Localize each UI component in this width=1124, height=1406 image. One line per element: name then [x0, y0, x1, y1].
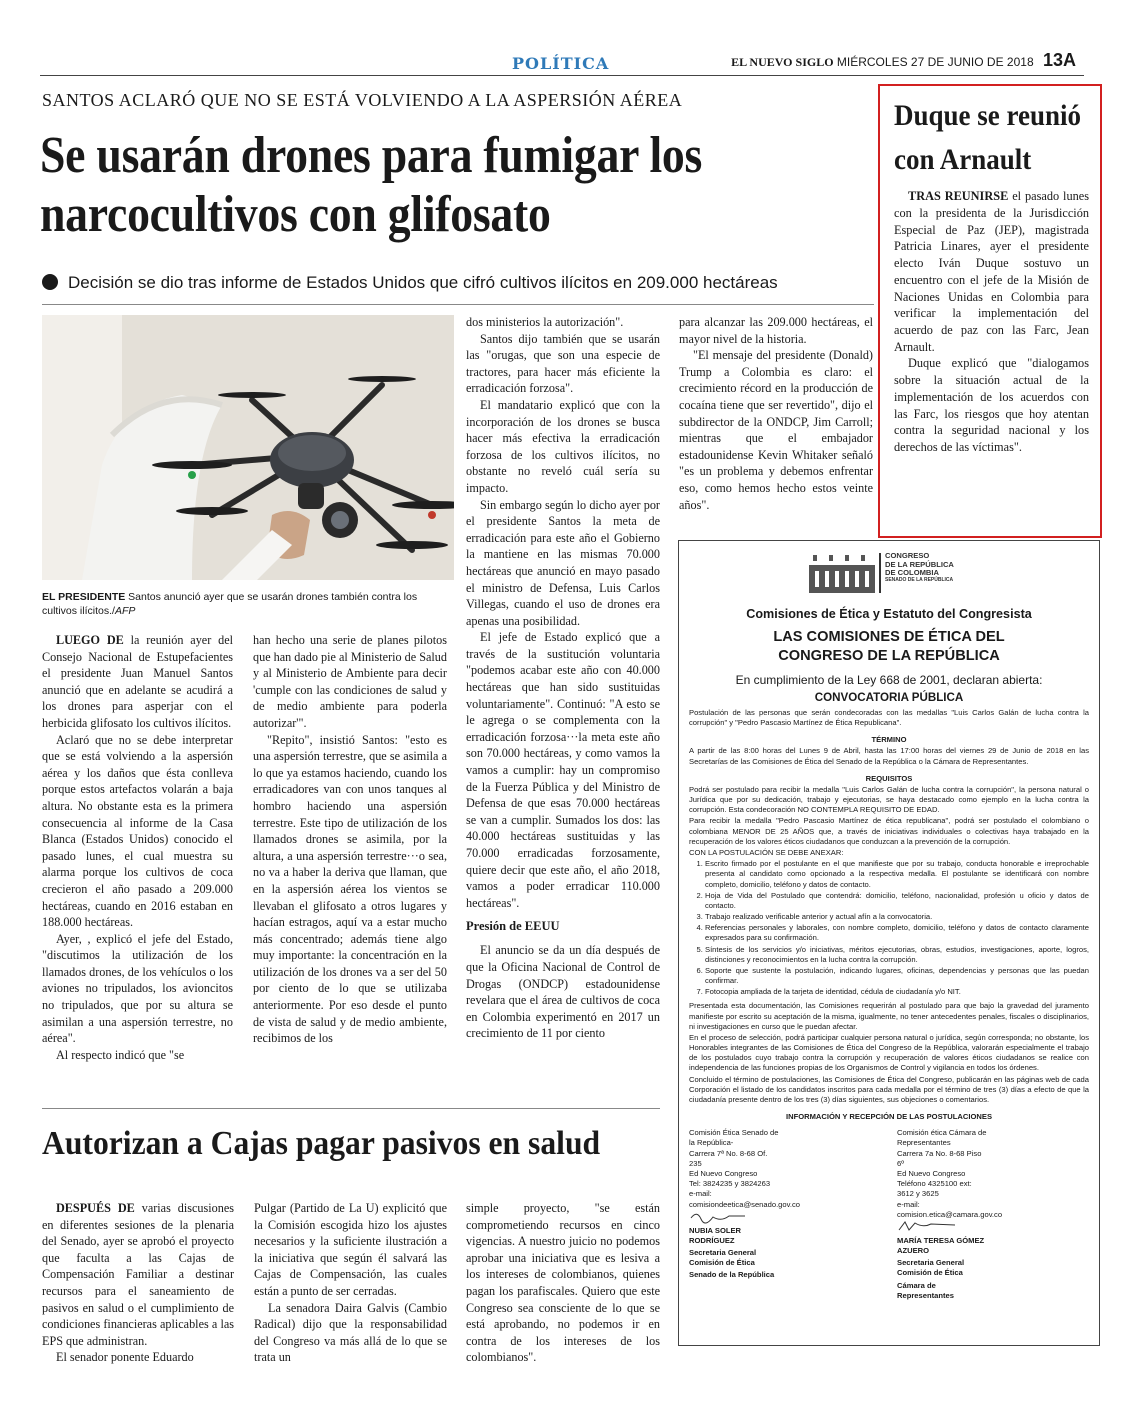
signatory-org: Cámara de Representantes: [897, 1280, 954, 1300]
caption-credit: AFP: [114, 605, 136, 618]
paragraph: Pulgar (Partido de La U) explicitó que la Comisión escogida hizo los ajustes necesarios y la suficiente ilustración a la iniciativa que según él salvará las Cajas de Compensación, las cuales están a punto de ser cerradas.: [254, 1201, 447, 1298]
drone-illustration: [42, 315, 454, 580]
contact-line: e-mail: comisiondeetica@senado.gov.co: [689, 1189, 800, 1209]
ad-section-heading: INFORMACIÓN Y RECEPCIÓN DE LAS POSTULACIONES: [785, 1112, 993, 1122]
paragraph: Sin embargo según lo dicho ayer por el presidente Santos la meta de erradicación para este año el Gobierno la mantiene en las mismas 70.000 hectáreas que anunció en mayo pasado el ministro de Defensa, Luis Carlos Villegas, cuando el uso de drones era apenas una posibilidad.: [466, 497, 660, 628]
paragraph: Aclaró que no se debe interpretar que se está volviendo a la aspersión aérea y los daños que ésta conlleva porque estos artefactos volarán a baja altura. No obstante esta es la primera consecuencia al informe de la Casa Blanca (Estados Unidos) conocido el pasado lunes, el cual muestra su alarma porque los cultivos de coca crecieron el año pasado a 209.000 hectáreas, cuando en 2016 estaban en 188.000 hectáreas.: [42, 732, 233, 930]
ad-subtitle: En cumplimiento de la Ley 668 de 2001, declaran abierta:: [735, 672, 1043, 687]
ad-section-heading: TÉRMINO: [871, 735, 907, 745]
main-col-3: [466, 314, 660, 1042]
newspaper-name: EL NUEVO SIGLO: [731, 55, 834, 69]
congress-ad: [678, 540, 1100, 1346]
drone-photo: [42, 315, 454, 580]
paragraph: La senadora Daira Galvis (Cambio Radical) dijo que la responsabilidad del Congreso va más allá de lo que se trata un: [254, 1300, 447, 1365]
photo-caption: [42, 590, 454, 618]
paragraph: para alcanzar las 209.000 hectáreas, el mayor nivel de la historia.: [679, 315, 873, 346]
story-divider: [42, 1108, 660, 1109]
ad-intro: Postulación de las personas que serán condecoradas con las medallas "Luis Carlos Galán de lucha contra la corrupción" y "Pedro Pascasio Martínez de Ética Republicana".: [689, 707, 1089, 728]
paragraph-text: el pasado lunes con la presidenta de la Jurisdicción Especial de Paz (JEP), magistrada Patricia Linares, ayer el presidente electo Iván Duque sostuvo un encuentro con el jefe de la Misión de Naciones Unidas en Colombia para verificar la implementación del acuerdo de paz con las Farc, Jean Arnault.: [894, 189, 1090, 354]
main-col-1: [42, 632, 233, 1063]
ad-convocatoria: CONVOCATORIA PÚBLICA: [814, 690, 964, 704]
contact-line: Teléfono 4325100 ext: 3612 y 3625: [897, 1179, 972, 1199]
ad-title: Comisiones de Ética y Estatuto del Congresista: [746, 607, 1032, 621]
paragraph: [42, 1200, 234, 1349]
paragraph: [894, 188, 1089, 355]
contact-line: Carrera 7ª No. 8-68 Of. 235: [689, 1148, 768, 1168]
paragraph: [42, 632, 233, 732]
logo-text: [885, 552, 954, 583]
bullet-icon: [42, 274, 58, 290]
paragraph: simple proyecto, "se están comprometiendo recursos en cinco vigencias. A nuestro juicio no podemos aprobar una iniciativa que es lesiva a los intereses de colombianos, quienes pagan los parafiscales. Quiero que este Congreso sea consciente de lo que se está aprobando, no podemos ir en contra de los intereses de los colombianos".: [466, 1201, 660, 1365]
paragraph: dos ministerios la autorización".: [466, 315, 624, 329]
paragraph: Santos dijo también que se usarán las "orugas, que son una especie de tractores, para hacer más eficiente la erradicación forzosa".: [466, 331, 660, 396]
main-headline: Se usarán drones para fumigar los narcocultivos con glifosato: [40, 127, 703, 244]
contact-line: Tel: 3824235 y 3824263: [689, 1179, 771, 1189]
list-item: 1. Escrito firmado por el postulante en el que manifieste que por su trabajo, conducta honorable e irreprochable presenta al candidato como opcionado a la respectiva medalla. El postulante se identificará con nombre completo, domicilio, teléfono y datos de contacto.: [705, 859, 1089, 890]
logo-line: SENADO DE LA REPÚBLICA: [885, 576, 954, 583]
sidebar-headline: Duque se reunió con Arnault: [894, 99, 1082, 177]
ad-paragraph: A partir de las 8:00 horas del Lunes 9 de Abril, hasta las 17:00 horas del viernes 29 de Junio de 2018 en las Secretarías de las Comisiones de Ética del Senado de la República o la Cámara de Representantes.: [689, 746, 1089, 766]
second-headline: Autorizan a Cajas pagar pasivos en salud: [42, 1125, 601, 1162]
senado-contact: [689, 1128, 881, 1301]
lead-word: DESPUÉS DE: [56, 1201, 135, 1215]
issue-date: MIÉRCOLES 27 DE JUNIO DE 2018: [836, 55, 1034, 69]
lead-word: TRAS REUNIRSE: [908, 189, 1009, 204]
sidebar-text: [894, 188, 1089, 456]
ad-section-heading: REQUISITOS: [865, 773, 913, 783]
list-item: 4. Referencias personales y laborales, con nombre completo, domicilio, teléfono y datos de contacto claramente expresados para su confirmación.: [705, 923, 1089, 943]
signatory-org: Senado de la República: [689, 1270, 775, 1280]
contact-line: Comisión ética Cámara de Representantes: [897, 1128, 987, 1148]
signatory-title: Secretaria General Comisión de Ética: [689, 1248, 757, 1268]
contact-line: Ed Nuevo Congreso: [689, 1168, 758, 1178]
logo-line: DE COLOMBIA: [885, 568, 939, 577]
paragraph: "El mensaje del presidente (Donald) Trump a Colombia es claro: el crecimiento récord en la producción de cocaína tiene que ser revertido", dijo el subdirector de la ONDCP, Jim Carroll; mientras que el embajador estadounidense Kevin Whitaker señaló "es un problema y debemos enfrentar eso, como hemos hecho estos veinte años".: [679, 348, 873, 512]
main-col-4: [679, 314, 873, 513]
contact-line: e-mail: comision.etica@camara.gov.co: [897, 1199, 1003, 1219]
list-item: 6. Soporte que sustente la postulación, indicando lugares, oficinas, dependencias y personas que las puedan confirmar.: [705, 966, 1089, 986]
second-col-1: [42, 1200, 234, 1366]
ad-paragraph: Concluido el término de postulaciones, las Comisiones de Ética del Congreso, publicarán en las páginas web de cada Corporación el listado de los candidatos inscritos para cada medalla por el término de tres (3) días a efecto de que la ciudadanía presente dentro de los tres (3) días siguientes, sus objeciones o comentarios.: [689, 1074, 1089, 1104]
page-number: 13A: [1042, 50, 1076, 70]
contact-line: Ed Nuevo Congreso: [897, 1168, 966, 1178]
list-item: 2. Hoja de Vida del Postulado que contendrá: domicilio, teléfono, nacionalidad, profesión u oficio y datos de contacto.: [705, 891, 1089, 911]
signatory-title: Secretaria General Comisión de Ética: [897, 1258, 965, 1278]
paragraph: El anuncio se da un día después de que la Oficina Nacional de Control de Drogas (ONDCP) estadounidense revelara que el área de cultivos de coca en Colombia experimentó en 2017 un crecimiento de 11 por ciento: [466, 943, 660, 1041]
signature-mark: [897, 1220, 957, 1234]
ad-paragraph: Podrá ser postulado para recibir la medalla "Luis Carlos Galán de lucha contra la corrupción", la persona natural o Jurídica que por su dedicación, trabajo y ejecutorias, se haya destacado como ejemplo en la lucha contra la corrupción. Esta condecoración NO CONTEMPLA REQUISITO DE EDAD.: [689, 784, 1089, 815]
deck-rule: [42, 304, 874, 305]
signatory-name: MARÍA TERESA GÓMEZ AZUERO: [897, 1235, 985, 1256]
section-label: POLÍTICA: [512, 54, 610, 73]
ad-anexar: CON LA POSTULACIÓN SE DEBE ANEXAR:: [689, 848, 844, 857]
ad-main-title: LAS COMISIONES DE ÉTICA DEL CONGRESO DE LA REPÚBLICA: [773, 629, 1005, 664]
list-item: 3. Trabajo realizado verificable anterior y actual afín a la convocatoria.: [705, 912, 1089, 922]
list-item: 7. Fotocopia ampliada de la tarjeta de identidad, cédula de ciudadanía y/o NIT.: [705, 987, 1089, 997]
paragraph: Duque explicó que "dialogamos sobre la situación actual de la implementación de los acuerdos con las Farc, los riesgos que hoy atentan contra la seguridad nacional y los derechos de las víctimas".: [894, 356, 1089, 454]
list-item: 5. Síntesis de los servicios y/o iniciativas, méritos ejecutorias, obras, estudios, investigaciones, aporte, logros, distinciones y reconocimientos en la lucha contra la corrupción.: [705, 945, 1089, 965]
signatory-name: NUBIA SOLER RODRÍGUEZ: [689, 1225, 742, 1245]
deck-text: Decisión se dio tras informe de Estados Unidos que cifró cultivos ilícitos en 209.000 hectáreas: [68, 273, 778, 292]
lead-word: LUEGO DE: [56, 633, 124, 647]
ad-requirements-list: [705, 859, 1089, 997]
contact-line: Comisión Ética Senado de la República-: [689, 1128, 779, 1148]
signature-mark: [689, 1210, 749, 1224]
camara-contact: [897, 1128, 1089, 1301]
sidebar-box: [878, 84, 1102, 538]
deck: [42, 273, 877, 293]
paragraph: El mandatario explicó que con la incorporación de los drones se busca hacer más efectiva la erradicación forzosa de los cultivos ilícitos, no obstante no reveló cuál sería su impacto.: [466, 397, 660, 495]
caption-lead: EL PRESIDENTE: [42, 591, 126, 603]
second-col-2: [254, 1200, 447, 1366]
main-col-2: [253, 632, 447, 1047]
congress-logo: [809, 551, 974, 595]
ad-paragraph: En el proceso de selección, podrá participar cualquier persona natural o jurídica, según corresponda; no obstante, los Honorables integrantes de las Comisiones de Ética del Congreso de la República, valorarán especialmente el trabajo de los postulados cuyo trabajo contra la corrupción y recuperación de valores éticos ciudadanos se realice con independencia de las funciones propias de los Organismos de Control y vigilancia en todos los órdenes.: [689, 1032, 1089, 1073]
paragraph: El jefe de Estado explicó que a través de la sustitución voluntaria "podemos acabar este año con 40.000 hectáreas que han sido sustituidas voluntariamente". Continuó: "A esto se le agrega o se complementa con la erradicación forzosa···la meta este año son 70.000 hectáreas, y como vamos la vamos a cumplir: hay un compromiso de la Fuerza Pública y del Ministro de Defensa de que esas 70.000 hectáreas se van a cumplir. Sumados los dos: las 40.000 hectáreas sustituidas y las 70.000 erradicadas forzosamente, quiere decir que este año, el año 2018, vamos a poder erradicar 110.000 hectáreas".: [466, 630, 660, 910]
paragraph: Ayer, , explicó el jefe del Estado, "discutimos la utilización de los llamados drones, de los vehículos o los aviones no tripulados, los avioncitos no tripulados, que por su altura se asimilan a una aspersión terrestre, no aérea".: [42, 931, 233, 1046]
kicker: SANTOS ACLARÓ QUE NO SE ESTÁ VOLVIENDO A LA ASPERSIÓN AÉREA: [42, 90, 683, 110]
ad-paragraph: Presentada esta documentación, las Comisiones requerirán al postulado para que bajo la gravedad del juramento manifieste por escrito su aceptación de la misma, igualmente, no tener antecedentes penales, fiscales o disciplinarios, ni investigaciones en curso que le puedan afectar.: [689, 1001, 1089, 1031]
second-col-3: [466, 1200, 660, 1366]
logo-line: CONGRESO: [885, 551, 930, 560]
paragraph: Al respecto indicó que "se: [56, 1047, 185, 1062]
paragraph: han hecho una serie de planes pilotos que han dado pie al Ministerio de Salud y al Ministerio de Ambiente para decir 'cumple con las condiciones de salud y de medio ambiente para poderla autorizar'".: [253, 633, 447, 730]
paragraph-text: la reunión ayer del Consejo Nacional de Estupefacientes el presidente Juan Manuel Santos anunció que en adelante se acudirá a los drones para asperjar con el herbicida glifosato los cultivos ilícitos.: [42, 633, 233, 730]
subheading: Presión de EEUU: [466, 919, 560, 934]
ad-contacts: [689, 1128, 1089, 1301]
ad-paragraph: Para recibir la medalla "Pedro Pascasio Martínez de ética republicana", podrá ser postulado el colombiano o colombiana MENOR DE 25 AÑOS que, a través de iniciativas individuales o colectivas haya trabajado en la recuperación de los valores éticos ciudadanos que conduzcan a la prevención de la corrupción.: [689, 816, 1089, 846]
contact-line: Carrera 7a No. 8-68 Piso 6º: [897, 1148, 982, 1168]
paragraph-text: varias discusiones en diferentes sesiones de la plenaria del Senado, ayer se aprobó el proyecto que faculta a las Cajas de Compensación Familiar a destinar recursos para el saneamiento de pasivos en salud o el cumplimiento de condiciones financieras aplicables a las EPS que administran.: [42, 1201, 234, 1348]
header-rule: [40, 75, 1084, 76]
page-header: [731, 50, 1076, 71]
logo-line: DE LA REPÚBLICA: [885, 559, 954, 569]
paragraph: El senador ponente Eduardo: [56, 1350, 194, 1365]
paragraph: "Repito", insistió Santos: "esto es una aspersión terrestre, que se asimila a lo que ya estamos haciendo, cuando los erradicadores van con unos tanques al hombro haciendo una aspersión terrestre. Este tipo de utilización de los llamados drones se asimila, por la altura, a una aspersión terrestre···o sea, no va a haber la deriva que llaman, que en la aspersión aérea los vientos se llevaban el glifosato a otros lugares y hacían estragos, aquí va a estar mucho más concentrado; además tiene algo muy importante: la concentración en la utilización de los drones va a ser del 50 por ciento de lo que se utilizaba anteriormente. Por eso desde el punto de vista de salud y de medio ambiente, recibimos de los: [253, 732, 447, 1046]
caption-text: Santos anunció ayer que se usarán drones también contra los cultivos ilícitos./: [42, 591, 418, 618]
